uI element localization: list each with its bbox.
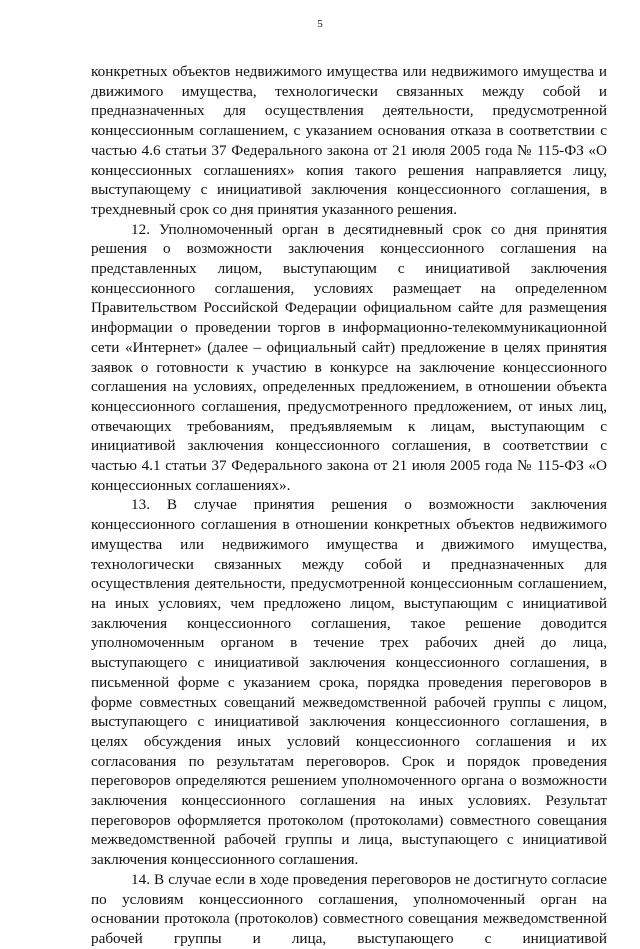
paragraph-11-continued: конкретных объектов недвижимого имущества или недвижимого имущества и движимого имущества, технологически связанных между собой и предназначенных для осуществления деятельности, предусмотренной концессионным соглашением, с указанием основания отказа в соответствии с частью 4.6 статьи 37 Федерального закона от 21 июля 2005 года № 115-ФЗ «О концессионных соглашениях» копия такого решения направляется лицу, выступающему с инициативой заключения концессионного соглашения, в трехдневный срок со дня принятия указанного решения.	[91, 63, 607, 218]
page-number: 5	[317, 18, 323, 30]
paragraph-14: 14. В случае если в ходе проведения переговоров не достигнуто согласие по условиям концессионного соглашения, уполномоченный орган на основании протокола (протоколов) совместного совещания межведомственной рабочей группы и лица, выступающего с инициативой	[91, 870, 607, 947]
paragraph-13: 13. В случае принятия решения о возможности заключения концессионного соглашения в отношении конкретных объектов недвижимого имущества или недвижимого имущества и движимого имущества, технологически связанных между собой и предназначенных для осуществления деятельности, предусмотренной концессионным соглашением, на иных условиях, чем предложено лицом, выступающим с инициативой заключения концессионного соглашения, такое решение доводится уполномоченным органом в течение трех рабочих дней до лица, выступающего с инициативой заключения концессионного соглашения, в письменной форме с указанием срока, порядка проведения переговоров в форме совместных совещаний межведомственной рабочей группы с лицом, выступающего с инициативой заключения концессионного соглашения, в целях обсуждения иных условий концессионного соглашения и их согласования по результатам переговоров. Срок и порядок проведения переговоров определяются решением уполномоченного органа о возможности заключения концессионного соглашения на иных условиях. Результат переговоров оформляется протоколом (протоколами) совместного совещания межведомственной рабочей группы и лица, выступающего с инициативой заключения концессионного соглашения.	[91, 496, 607, 869]
paragraph-12: 12. Уполномоченный орган в десятидневный срок со дня принятия решения о возможности заключения концессионного соглашения на представленных лицом, выступающим с инициативой заключения концессионного соглашения, условиях размещает на определенном Правительством Российской Федерации официальном сайте для размещения информации о проведении торгов в информационно-телекоммуникационной сети «Интернет» (далее – официальный сайт) предложение в целях принятия заявок о готовности к участию в конкурсе на заключение концессионного соглашения на условиях, определенных предложением, в отношении объекта концессионного соглашения, предусмотренного предложением, от иных лиц, отвечающих требованиям, предъявляемым к лицам, выступающим с инициативой заключения концессионного соглашения, в соответствии с частью 4.1 статьи 37 Федерального закона от 21 июля 2005 года № 115-ФЗ «О концессионных соглашениях».	[91, 220, 607, 494]
document-body	[91, 62, 607, 949]
